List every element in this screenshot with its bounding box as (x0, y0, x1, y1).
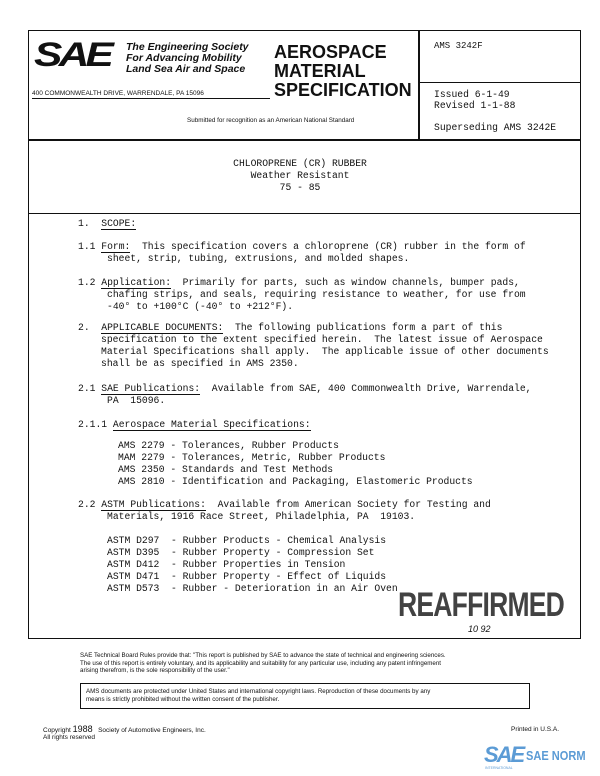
rights-reserved: All rights reserved (43, 734, 96, 741)
superseding: Superseding AMS 3242E (434, 122, 557, 133)
copyright-line: Copyright 1988 Society of Automotive Engineers, Inc. (43, 724, 206, 734)
section-2: 2. APPLICABLE DOCUMENTS: The following publications form a part of this (78, 322, 503, 333)
section-1: 1. SCOPE: (78, 218, 137, 229)
header-divider (418, 82, 580, 83)
section-1-2: 1.2 Application: Primarily for parts, such as window channels, bumper pads, (78, 277, 520, 288)
doc-title: CHLOROPRENE (CR) RUBBER Weather Resistant 75 - 85 (233, 158, 367, 193)
text-line: PA 15096. (107, 395, 166, 406)
header-divider (28, 139, 580, 141)
title-divider (28, 213, 580, 214)
sae-norm-logo: SAE (484, 742, 524, 767)
text-line: specification to the extent specified herein. The latest issue of Aerospace (101, 334, 543, 345)
doc-number: AMS 3242F (434, 41, 483, 51)
section-2-2: 2.2 ASTM Publications: Available from American Society for Testing and (78, 499, 491, 510)
text-line: -40° to +100°C (-40° to +212°F). (107, 301, 294, 312)
section-2-1-1: 2.1.1 Aerospace Material Specifications: (78, 419, 311, 430)
address-rule (32, 98, 270, 99)
printed-in: Printed in U.S.A. (511, 726, 560, 733)
text-line: Materials, 1916 Race Street, Philadelphia, PA 19103. (107, 511, 416, 522)
doc-type: AEROSPACE MATERIAL SPECIFICATION (274, 42, 412, 100)
text-line: shall be as specified in AMS 2350. (101, 358, 299, 369)
text-line: chafing strips, and seals, requiring resistance to weather, for use from (107, 289, 526, 300)
section-1-1: 1.1 Form: This specification covers a chloroprene (CR) rubber in the form of (78, 241, 526, 252)
sae-norm-subtext: INTERNATIONAL (485, 766, 513, 770)
board-rules: SAE Technical Board Rules provide that: "This report is published by SAE to advance the state of technical and engineering sciences. The use of this report is entirely voluntary, and its applicability and suitability for any particular use, including any patent infringement arising therefrom, is the sole responsibility of the user." (80, 652, 446, 674)
header-divider (418, 30, 420, 140)
ams-list: AMS 2279 - Tolerances, Rubber Products MAM 2279 - Tolerances, Metric, Rubber Products AMS 2350 - Standards and Test Methods AMS 2810 - Identification and Packaging, Elastomeric Products (118, 440, 473, 487)
sae-norm-text: SAE NORM (526, 748, 586, 763)
text-line: Material Specifications shall apply. The applicable issue of other documents (101, 346, 549, 357)
astm-list: ASTM D297 - Rubber Products - Chemical Analysis ASTM D395 - Rubber Property - Compression Set ASTM D412 - Rubber Properties in Tension ASTM D471 - Rubber Property - Effect of Liquids ASTM D573 - Rubber - Deterioration in an Air Oven (107, 535, 398, 594)
text-line: sheet, strip, tubing, extrusions, and molded shapes. (107, 253, 410, 264)
sae-logo: SAE (34, 36, 111, 74)
reaffirmed-stamp: REAFFIRMED (398, 586, 565, 624)
section-2-1: 2.1 SAE Publications: Available from SAE, 400 Commonwealth Drive, Warrendale, (78, 383, 532, 394)
stamp-date: 10 92 (468, 624, 491, 634)
issued-date: Issued 6-1-49 (434, 89, 510, 100)
copyright-notice: AMS documents are protected under United States and international copyright laws. Reproduction of these documents by any means is strictly prohibited without the written consent of the publisher. (86, 688, 431, 703)
org-tagline: The Engineering Society For Advancing Mobility Land Sea Air and Space (126, 41, 249, 75)
revised-date: Revised 1-1-88 (434, 100, 516, 111)
org-address: 400 COMMONWEALTH DRIVE, WARRENDALE, PA 15096 (32, 90, 204, 97)
submitted-note: Submitted for recognition as an American National Standard (187, 117, 355, 124)
